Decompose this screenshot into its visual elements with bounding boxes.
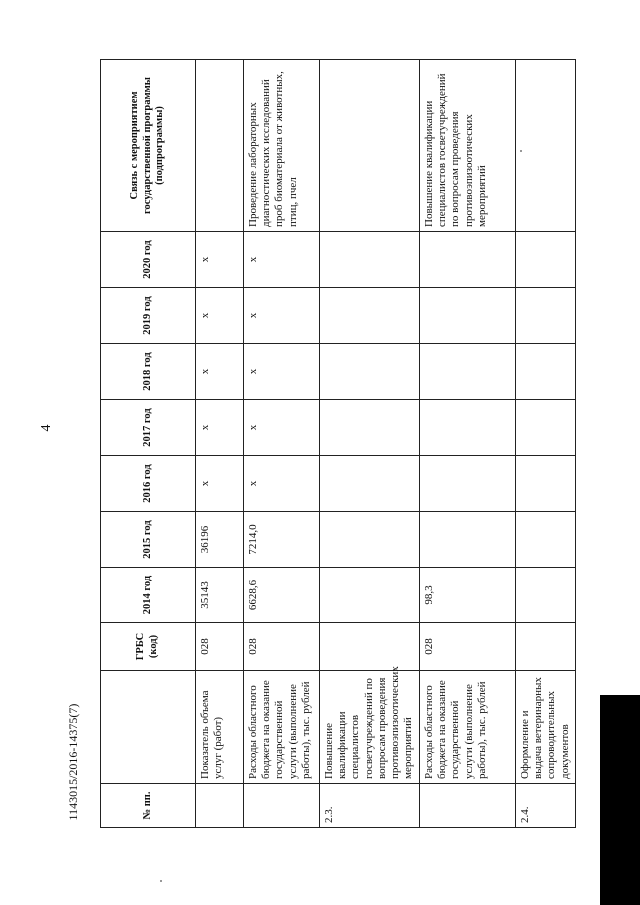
cell-2019 <box>516 288 576 344</box>
header-num: № пп. <box>101 784 196 828</box>
document-code: 1143015/2016-14375(7) <box>66 703 80 821</box>
cell-2015: 7214,0 <box>244 512 320 568</box>
table-row <box>196 60 244 828</box>
cell-num <box>420 784 516 828</box>
cell-2018: x <box>244 344 320 400</box>
table-row <box>320 60 420 828</box>
cell-2015 <box>320 512 420 568</box>
cell-2017 <box>320 400 420 456</box>
header-2015: 2015 год <box>101 512 196 568</box>
cell-grbs: 028 <box>196 623 244 671</box>
cell-2017 <box>516 400 576 456</box>
cell-2019: x <box>244 288 320 344</box>
header-2016: 2016 год <box>101 456 196 512</box>
cell-grbs <box>320 623 420 671</box>
cell-grbs <box>516 623 576 671</box>
cell-2019: x <box>196 288 244 344</box>
table-row <box>244 60 320 828</box>
cell-2014: 6628,6 <box>244 568 320 623</box>
header-2019: 2019 год <box>101 288 196 344</box>
cell-num <box>244 784 320 828</box>
rotated-table-area <box>100 60 571 828</box>
cell-link: Повышение квалификации специалистов госветучреждений по вопросам проведения противоэпизоотических мероприятий <box>420 60 516 232</box>
cell-2015: 36196 <box>196 512 244 568</box>
cell-2019 <box>420 288 516 344</box>
program-table <box>100 59 576 828</box>
cell-2018 <box>320 344 420 400</box>
cell-2014 <box>320 568 420 623</box>
cell-grbs: 028 <box>420 623 516 671</box>
cell-name: Показатель объема услуг (работ) <box>196 671 244 784</box>
cell-2017 <box>420 400 516 456</box>
cell-2015 <box>516 512 576 568</box>
cell-2017: x <box>196 400 244 456</box>
cell-link <box>516 60 576 232</box>
cell-name: Расходы областного бюджета на оказание государственной услуги (выполнение работы), тыс. рублей <box>244 671 320 784</box>
scan-edge-bar <box>600 695 640 905</box>
cell-2018: x <box>196 344 244 400</box>
table-row <box>420 60 516 828</box>
cell-name: Повышение квалификации специалистов госветучреждений по вопросам проведения противоэпизоотических мероприятий <box>320 671 420 784</box>
cell-2016 <box>420 456 516 512</box>
header-2014: 2014 год <box>101 568 196 623</box>
cell-2014: 35143 <box>196 568 244 623</box>
header-grbs: ГРБС (код) <box>101 623 196 671</box>
cell-2020: x <box>244 232 320 288</box>
header-name <box>101 671 196 784</box>
cell-name: Расходы областного бюджета на оказание государственной услуги (выполнение работы), тыс. рублей <box>420 671 516 784</box>
cell-2017: x <box>244 400 320 456</box>
header-2017: 2017 год <box>101 400 196 456</box>
cell-2016: x <box>244 456 320 512</box>
cell-2014: 98,3 <box>420 568 516 623</box>
cell-name: Оформление и выдача ветеринарных сопроводительных документов <box>516 671 576 784</box>
cell-2020: x <box>196 232 244 288</box>
cell-2018 <box>420 344 516 400</box>
cell-link <box>320 60 420 232</box>
cell-2020 <box>320 232 420 288</box>
cell-2016: x <box>196 456 244 512</box>
cell-num: 2.4. <box>516 784 576 828</box>
page-number: 4 <box>39 424 54 432</box>
scan-speck <box>160 880 162 882</box>
cell-2015 <box>420 512 516 568</box>
header-2020: 2020 год <box>101 232 196 288</box>
cell-2018 <box>516 344 576 400</box>
cell-link <box>196 60 244 232</box>
cell-2020 <box>516 232 576 288</box>
table-row <box>516 60 576 828</box>
scan-speck <box>520 150 522 152</box>
cell-2016 <box>516 456 576 512</box>
cell-num: 2.3. <box>320 784 420 828</box>
cell-num <box>196 784 244 828</box>
cell-2016 <box>320 456 420 512</box>
header-2018: 2018 год <box>101 344 196 400</box>
cell-grbs: 028 <box>244 623 320 671</box>
header-link: Связь с мероприятием государственной программы (подпрограммы) <box>101 60 196 232</box>
cell-2019 <box>320 288 420 344</box>
cell-2020 <box>420 232 516 288</box>
cell-link: Проведение лабораторных диагностических исследований проб биоматериала от животных, птиц, пчел <box>244 60 320 232</box>
cell-2014 <box>516 568 576 623</box>
